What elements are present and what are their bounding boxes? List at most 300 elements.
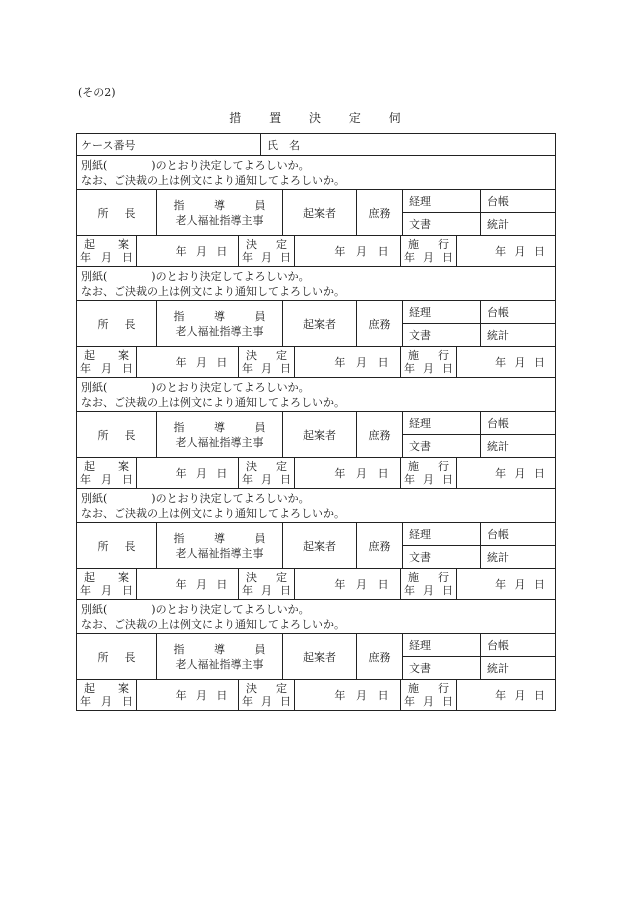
label-char: 案 xyxy=(118,349,129,362)
date-unit: 年 xyxy=(175,245,187,258)
date-unit: 日 xyxy=(377,356,389,369)
date-unit: 年 xyxy=(334,467,346,480)
date-unit: 年 xyxy=(495,245,507,258)
notice-prefix: 別紙( xyxy=(81,602,108,616)
label-char: 決 xyxy=(246,238,257,251)
label-char: 年 xyxy=(242,584,253,597)
notice-line-1 xyxy=(81,269,310,284)
label-line xyxy=(242,571,291,584)
label-char: 定 xyxy=(276,682,287,695)
documents-field[interactable] xyxy=(403,324,480,346)
instructor-seal-cell[interactable] xyxy=(157,301,283,346)
date-unit: 月 xyxy=(355,689,367,702)
date-unit: 日 xyxy=(377,245,389,258)
statistics-label: 統計 xyxy=(487,218,509,231)
label-char: 起 xyxy=(84,682,95,695)
instructor-seal-cell[interactable] xyxy=(157,634,283,679)
draft-date-label xyxy=(77,569,137,599)
label-char: 月 xyxy=(261,473,272,486)
documents-field[interactable] xyxy=(403,657,480,679)
decision-date-label xyxy=(239,680,295,710)
date-unit: 月 xyxy=(195,578,207,591)
general-affairs-label: 庶務 xyxy=(368,317,391,331)
label-char: 施 xyxy=(408,682,419,695)
date-unit: 日 xyxy=(377,578,389,591)
label-char: 行 xyxy=(438,460,449,473)
label-line xyxy=(404,682,453,695)
ledger-label: 台帳 xyxy=(487,528,509,541)
label-char: 決 xyxy=(246,571,257,584)
statistics-label: 統計 xyxy=(487,551,509,564)
documents-field[interactable] xyxy=(403,213,480,235)
director-seal-cell[interactable] xyxy=(77,190,157,235)
notice-suffix: )のとおり決定してよろしいか。 xyxy=(151,158,310,172)
date-unit: 日 xyxy=(377,467,389,480)
date-unit: 年 xyxy=(334,689,346,702)
label-char: 日 xyxy=(442,251,453,264)
statistics-field[interactable] xyxy=(481,657,555,679)
case-number-label: ケース番号 xyxy=(81,138,136,152)
label-char: 月 xyxy=(261,362,272,375)
date-unit: 年 xyxy=(175,689,187,702)
statistics-field[interactable] xyxy=(481,324,555,346)
drafter-label: 起案者 xyxy=(303,317,336,331)
label-char: 所 xyxy=(97,428,109,442)
accounting-documents-cell xyxy=(403,412,481,457)
label-line xyxy=(242,251,291,264)
director-label xyxy=(98,205,136,221)
date-unit: 日 xyxy=(533,689,545,702)
accounting-field[interactable] xyxy=(403,523,480,546)
supervisor-label: 老人福祉指導主事 xyxy=(175,546,264,560)
director-seal-cell[interactable] xyxy=(77,634,157,679)
supervisor-label: 老人福祉指導主事 xyxy=(175,435,264,449)
enforcement-date-label xyxy=(401,236,457,266)
accounting-documents-cell xyxy=(403,523,481,568)
notice-prefix: 別紙( xyxy=(81,491,108,505)
decision-date-field[interactable] xyxy=(295,347,401,377)
accounting-label: 経理 xyxy=(409,639,431,652)
notice-line-1 xyxy=(81,158,310,173)
documents-label: 文書 xyxy=(409,329,431,342)
enforcement-date-field[interactable] xyxy=(457,569,555,599)
label-char: 導 xyxy=(214,198,225,212)
label-char: 年 xyxy=(242,473,253,486)
date-unit: 日 xyxy=(216,356,228,369)
label-char: 日 xyxy=(280,473,291,486)
label-char: 施 xyxy=(408,349,419,362)
label-char: 長 xyxy=(124,650,136,664)
draft-date-label xyxy=(77,236,137,266)
date-row xyxy=(77,458,556,489)
page-label: (その2) xyxy=(78,86,116,99)
label-char: 案 xyxy=(118,682,129,695)
form-title xyxy=(0,109,630,126)
label-line xyxy=(404,695,453,708)
director-label xyxy=(98,538,136,554)
date-unit: 月 xyxy=(355,467,367,480)
label-char: 月 xyxy=(261,695,272,708)
general-affairs-seal-cell[interactable] xyxy=(357,634,403,679)
label-line xyxy=(80,473,133,486)
director-seal-cell[interactable] xyxy=(77,301,157,346)
label-line xyxy=(404,473,453,486)
supervisor-label: 老人福祉指導主事 xyxy=(175,213,264,227)
label-char: 起 xyxy=(84,571,95,584)
date-unit: 年 xyxy=(334,356,346,369)
label-char: 年 xyxy=(80,473,91,486)
accounting-field[interactable] xyxy=(403,412,480,435)
general-affairs-seal-cell[interactable] xyxy=(357,523,403,568)
label-char: 行 xyxy=(438,349,449,362)
label-line xyxy=(404,584,453,597)
director-label xyxy=(98,316,136,332)
date-row xyxy=(77,347,556,378)
label-line xyxy=(242,349,291,362)
accounting-field[interactable] xyxy=(403,190,480,213)
drafter-seal-cell[interactable] xyxy=(283,634,357,679)
label-line xyxy=(242,682,291,695)
date-unit: 月 xyxy=(355,578,367,591)
drafter-seal-cell[interactable] xyxy=(283,190,357,235)
title-char: 伺 xyxy=(388,111,401,125)
label-char: 長 xyxy=(124,428,136,442)
label-line xyxy=(80,695,133,708)
date-unit: 日 xyxy=(216,467,228,480)
label-char: 日 xyxy=(442,362,453,375)
label-char: 年 xyxy=(242,251,253,264)
label-char: 指 xyxy=(173,309,185,323)
ledger-statistics-cell xyxy=(481,523,555,568)
ledger-statistics-cell xyxy=(481,412,555,457)
label-char: 月 xyxy=(423,584,434,597)
label-char: 員 xyxy=(254,531,266,545)
label-char: 導 xyxy=(214,420,225,434)
label-char: 月 xyxy=(101,362,112,375)
stack xyxy=(481,301,555,346)
label-char: 月 xyxy=(101,473,112,486)
date-unit: 月 xyxy=(514,578,526,591)
ledger-label: 台帳 xyxy=(487,195,509,208)
notice-suffix: )のとおり決定してよろしいか。 xyxy=(151,269,310,283)
stack xyxy=(403,190,480,235)
label-char: 所 xyxy=(97,650,109,664)
label-char: 指 xyxy=(173,642,185,656)
label-char: 年 xyxy=(404,584,415,597)
label-line xyxy=(80,238,133,251)
label-char: 月 xyxy=(423,473,434,486)
stack xyxy=(481,412,555,457)
label-line xyxy=(242,584,291,597)
general-affairs-seal-cell[interactable] xyxy=(357,412,403,457)
notice-line-2: なお、ご決裁の上は例文により通知してよろしいか。 xyxy=(81,395,345,409)
draft-date-field[interactable] xyxy=(137,236,239,266)
label-char: 定 xyxy=(276,349,287,362)
stack xyxy=(481,190,555,235)
label-char: 月 xyxy=(101,251,112,264)
date-unit: 月 xyxy=(514,356,526,369)
notice-suffix: )のとおり決定してよろしいか。 xyxy=(151,602,310,616)
date-unit: 月 xyxy=(514,245,526,258)
date-unit: 月 xyxy=(355,245,367,258)
drafter-label: 起案者 xyxy=(303,428,336,442)
label-line xyxy=(242,460,291,473)
approval-row xyxy=(77,634,556,680)
date-unit: 日 xyxy=(533,578,545,591)
stack xyxy=(403,634,480,679)
accounting-documents-cell xyxy=(403,301,481,346)
date-unit: 月 xyxy=(195,689,207,702)
general-affairs-label: 庶務 xyxy=(368,428,391,442)
label-char: 日 xyxy=(442,695,453,708)
label-char: 長 xyxy=(124,317,136,331)
label-char: 案 xyxy=(118,460,129,473)
instructor-label xyxy=(174,531,266,546)
date-unit: 年 xyxy=(334,578,346,591)
notice-row xyxy=(77,489,556,523)
label-char: 導 xyxy=(214,531,225,545)
label-char: 年 xyxy=(242,362,253,375)
general-affairs-label: 庶務 xyxy=(368,206,391,220)
label-char: 定 xyxy=(276,460,287,473)
decision-form xyxy=(76,133,556,711)
notice-line-2: なお、ご決裁の上は例文により通知してよろしいか。 xyxy=(81,506,345,520)
label-char: 起 xyxy=(84,460,95,473)
notice-line-1 xyxy=(81,602,310,617)
ledger-field[interactable] xyxy=(481,634,555,657)
statistics-field[interactable] xyxy=(481,213,555,235)
accounting-label: 経理 xyxy=(409,417,431,430)
decision-date-label xyxy=(239,569,295,599)
date-unit: 日 xyxy=(533,245,545,258)
documents-label: 文書 xyxy=(409,440,431,453)
enforcement-date-field[interactable] xyxy=(457,347,555,377)
label-line xyxy=(242,695,291,708)
date-unit: 月 xyxy=(195,467,207,480)
name-field[interactable] xyxy=(261,134,555,155)
ledger-statistics-cell xyxy=(481,301,555,346)
enforcement-date-label xyxy=(401,680,457,710)
label-char: 年 xyxy=(404,251,415,264)
stack xyxy=(403,523,480,568)
label-line xyxy=(404,238,453,251)
ledger-field[interactable] xyxy=(481,412,555,435)
label-char: 案 xyxy=(118,571,129,584)
decision-date-field[interactable] xyxy=(295,680,401,710)
label-char: 日 xyxy=(122,473,133,486)
instructor-label xyxy=(174,309,266,324)
instructor-label xyxy=(174,420,266,435)
instructor-label xyxy=(174,198,266,213)
label-char: 行 xyxy=(438,682,449,695)
date-unit: 月 xyxy=(195,245,207,258)
instructor-seal-cell[interactable] xyxy=(157,523,283,568)
draft-date-label xyxy=(77,680,137,710)
notice-suffix: )のとおり決定してよろしいか。 xyxy=(151,380,310,394)
enforcement-date-label xyxy=(401,569,457,599)
ledger-statistics-cell xyxy=(481,634,555,679)
instructor-seal-cell[interactable] xyxy=(157,412,283,457)
case-number-field[interactable] xyxy=(77,134,261,155)
date-unit: 月 xyxy=(195,356,207,369)
label-char: 所 xyxy=(97,539,109,553)
label-char: 日 xyxy=(122,695,133,708)
statistics-field[interactable] xyxy=(481,546,555,568)
label-char: 日 xyxy=(280,251,291,264)
date-unit: 日 xyxy=(216,689,228,702)
notice-line-2: なお、ご決裁の上は例文により通知してよろしいか。 xyxy=(81,617,345,631)
label-char: 決 xyxy=(246,349,257,362)
label-char: 起 xyxy=(84,238,95,251)
label-char: 年 xyxy=(242,695,253,708)
instructor-label xyxy=(174,642,266,657)
supervisor-label: 老人福祉指導主事 xyxy=(175,324,264,338)
date-unit: 年 xyxy=(495,356,507,369)
notice-prefix: 別紙( xyxy=(81,158,108,172)
approval-row xyxy=(77,523,556,569)
stack xyxy=(403,412,480,457)
ledger-field[interactable] xyxy=(481,301,555,324)
drafter-seal-cell[interactable] xyxy=(283,301,357,346)
label-char: 年 xyxy=(404,473,415,486)
date-row xyxy=(77,569,556,600)
ledger-label: 台帳 xyxy=(487,639,509,652)
draft-date-label xyxy=(77,347,137,377)
label-char: 員 xyxy=(254,198,266,212)
label-char: 行 xyxy=(438,238,449,251)
label-char: 日 xyxy=(280,695,291,708)
drafter-label: 起案者 xyxy=(303,650,336,664)
label-char: 年 xyxy=(80,251,91,264)
label-char: 長 xyxy=(124,206,136,220)
notice-row xyxy=(77,600,556,634)
label-line xyxy=(404,460,453,473)
label-line xyxy=(80,682,133,695)
documents-label: 文書 xyxy=(409,662,431,675)
notice-row xyxy=(77,156,556,190)
date-unit: 年 xyxy=(495,689,507,702)
approval-row xyxy=(77,412,556,458)
statistics-label: 統計 xyxy=(487,662,509,675)
director-label xyxy=(98,649,136,665)
enforcement-date-label xyxy=(401,347,457,377)
accounting-field[interactable] xyxy=(403,634,480,657)
label-char: 日 xyxy=(122,584,133,597)
decision-date-field[interactable] xyxy=(295,569,401,599)
label-char: 月 xyxy=(101,584,112,597)
drafter-seal-cell[interactable] xyxy=(283,523,357,568)
director-seal-cell[interactable] xyxy=(77,523,157,568)
approval-row xyxy=(77,190,556,236)
drafter-label: 起案者 xyxy=(303,206,336,220)
enforcement-date-field[interactable] xyxy=(457,458,555,488)
label-char: 員 xyxy=(254,642,266,656)
enforcement-date-label xyxy=(401,458,457,488)
date-unit: 月 xyxy=(355,356,367,369)
ledger-field[interactable] xyxy=(481,523,555,546)
documents-field[interactable] xyxy=(403,546,480,568)
decision-date-label xyxy=(239,236,295,266)
label-char: 指 xyxy=(173,531,185,545)
decision-date-field[interactable] xyxy=(295,458,401,488)
stack xyxy=(481,634,555,679)
label-char: 月 xyxy=(423,695,434,708)
draft-date-field[interactable] xyxy=(137,569,239,599)
enforcement-date-field[interactable] xyxy=(457,236,555,266)
header-row xyxy=(77,134,556,156)
label-char: 月 xyxy=(423,362,434,375)
drafter-seal-cell[interactable] xyxy=(283,412,357,457)
ledger-statistics-cell xyxy=(481,190,555,235)
label-line xyxy=(80,460,133,473)
date-unit: 日 xyxy=(216,578,228,591)
label-line xyxy=(404,251,453,264)
notice-row xyxy=(77,378,556,412)
accounting-label: 経理 xyxy=(409,528,431,541)
label-line xyxy=(80,362,133,375)
general-affairs-seal-cell[interactable] xyxy=(357,190,403,235)
date-unit: 年 xyxy=(334,245,346,258)
statistics-label: 統計 xyxy=(487,329,509,342)
date-unit: 月 xyxy=(514,689,526,702)
draft-date-field[interactable] xyxy=(137,680,239,710)
general-affairs-label: 庶務 xyxy=(368,650,391,664)
date-unit: 日 xyxy=(533,467,545,480)
date-unit: 年 xyxy=(495,578,507,591)
label-char: 案 xyxy=(118,238,129,251)
director-seal-cell[interactable] xyxy=(77,412,157,457)
accounting-documents-cell xyxy=(403,190,481,235)
instructor-seal-cell[interactable] xyxy=(157,190,283,235)
label-char: 員 xyxy=(254,309,266,323)
label-char: 起 xyxy=(84,349,95,362)
label-char: 長 xyxy=(124,539,136,553)
date-unit: 年 xyxy=(495,467,507,480)
notice-line-1 xyxy=(81,491,310,506)
label-char: 指 xyxy=(173,198,185,212)
label-char: 日 xyxy=(442,473,453,486)
title-char: 置 xyxy=(269,111,282,125)
decision-date-field[interactable] xyxy=(295,236,401,266)
approval-row xyxy=(77,301,556,347)
decision-date-label xyxy=(239,347,295,377)
director-label xyxy=(98,427,136,443)
label-char: 所 xyxy=(97,206,109,220)
draft-date-field[interactable] xyxy=(137,458,239,488)
date-row xyxy=(77,680,556,711)
label-char: 日 xyxy=(280,362,291,375)
stack xyxy=(481,523,555,568)
statistics-field[interactable] xyxy=(481,435,555,457)
label-line xyxy=(80,349,133,362)
documents-field[interactable] xyxy=(403,435,480,457)
draft-date-field[interactable] xyxy=(137,347,239,377)
date-unit: 日 xyxy=(533,356,545,369)
enforcement-date-field[interactable] xyxy=(457,680,555,710)
general-affairs-seal-cell[interactable] xyxy=(357,301,403,346)
label-line xyxy=(242,473,291,486)
label-char: 導 xyxy=(214,642,225,656)
label-char: 所 xyxy=(97,317,109,331)
ledger-field[interactable] xyxy=(481,190,555,213)
notice-prefix: 別紙( xyxy=(81,380,108,394)
label-char: 決 xyxy=(246,460,257,473)
label-char: 指 xyxy=(173,420,185,434)
label-char: 定 xyxy=(276,238,287,251)
notice-prefix: 別紙( xyxy=(81,269,108,283)
accounting-field[interactable] xyxy=(403,301,480,324)
date-unit: 日 xyxy=(216,245,228,258)
